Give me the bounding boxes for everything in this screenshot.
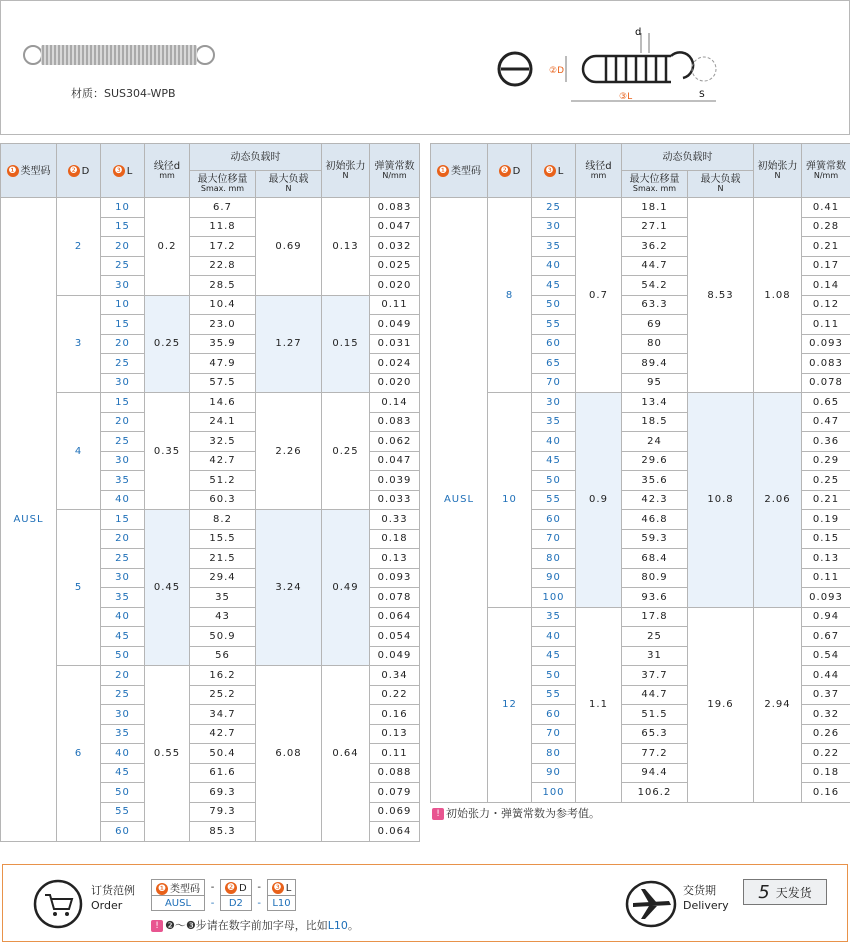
spring-const-cell: 0.16 bbox=[802, 783, 850, 803]
L-cell: 45 bbox=[532, 646, 576, 666]
max-disp-cell: 29.6 bbox=[622, 451, 688, 471]
spring-const-cell: 0.039 bbox=[370, 471, 420, 491]
order-title: 订货范例 Order bbox=[91, 884, 135, 912]
col-type-code: ❶ 类型码 bbox=[1, 144, 57, 198]
max-disp-cell: 68.4 bbox=[622, 549, 688, 569]
reference-note: ! 初始张力・弹簧常数为参考值。 bbox=[432, 805, 600, 821]
L-cell: 45 bbox=[532, 276, 576, 296]
init-tension-cell: 2.06 bbox=[754, 393, 802, 608]
max-disp-cell: 44.7 bbox=[622, 256, 688, 276]
max-disp-cell: 95 bbox=[622, 373, 688, 393]
max-disp-cell: 16.2 bbox=[190, 666, 256, 686]
col-init: 初始张力 N bbox=[754, 144, 802, 198]
spring-const-cell: 0.093 bbox=[802, 334, 850, 354]
D-cell: 4 bbox=[57, 393, 101, 510]
max-disp-cell: 47.9 bbox=[190, 354, 256, 374]
diagram-S-label: S bbox=[699, 90, 705, 100]
max-disp-cell: 54.2 bbox=[622, 276, 688, 296]
spring-const-cell: 0.12 bbox=[802, 295, 850, 315]
wire-cell: 0.7 bbox=[576, 198, 622, 393]
L-cell: 70 bbox=[532, 373, 576, 393]
max-disp-cell: 69.3 bbox=[190, 783, 256, 803]
max-disp-cell: 24.1 bbox=[190, 412, 256, 432]
L-cell: 50 bbox=[532, 295, 576, 315]
table-row bbox=[1, 666, 420, 686]
spring-const-cell: 0.11 bbox=[370, 744, 420, 764]
col-dynamic: 动态负载时 bbox=[622, 144, 754, 171]
max-disp-cell: 18.1 bbox=[622, 198, 688, 218]
max-disp-cell: 31 bbox=[622, 646, 688, 666]
L-cell: 50 bbox=[532, 471, 576, 491]
spring-const-cell: 0.37 bbox=[802, 685, 850, 705]
wire-cell: 0.45 bbox=[145, 510, 190, 666]
max-disp-cell: 61.6 bbox=[190, 763, 256, 783]
col-max-disp: 最大位移量 Smax. mm bbox=[190, 171, 256, 198]
max-disp-cell: 22.8 bbox=[190, 256, 256, 276]
L-cell: 20 bbox=[101, 237, 145, 257]
L-cell: 15 bbox=[101, 510, 145, 530]
hint-icon: ! bbox=[151, 920, 163, 932]
spring-const-cell: 0.21 bbox=[802, 237, 850, 257]
spring-const-cell: 0.093 bbox=[802, 588, 850, 608]
max-disp-cell: 11.8 bbox=[190, 217, 256, 237]
col-max-disp: 最大位移量 Smax. mm bbox=[622, 171, 688, 198]
spring-const-cell: 0.22 bbox=[370, 685, 420, 705]
spring-const-cell: 0.36 bbox=[802, 432, 850, 452]
L-cell: 45 bbox=[101, 627, 145, 647]
spring-const-cell: 0.21 bbox=[802, 490, 850, 510]
L-cell: 35 bbox=[101, 724, 145, 744]
spring-dimension-diagram bbox=[491, 23, 731, 113]
L-cell: 20 bbox=[101, 529, 145, 549]
max-disp-cell: 25 bbox=[622, 627, 688, 647]
L-cell: 40 bbox=[101, 744, 145, 764]
L-cell: 50 bbox=[101, 783, 145, 803]
spring-const-cell: 0.32 bbox=[802, 705, 850, 725]
max-disp-cell: 42.3 bbox=[622, 490, 688, 510]
spring-const-cell: 0.19 bbox=[802, 510, 850, 530]
order-example-panel bbox=[2, 864, 848, 942]
L-cell: 35 bbox=[101, 588, 145, 608]
L-cell: 55 bbox=[532, 490, 576, 510]
D-cell: 3 bbox=[57, 295, 101, 393]
max-disp-cell: 29.4 bbox=[190, 568, 256, 588]
spring-const-cell: 0.18 bbox=[370, 529, 420, 549]
spring-const-cell: 0.093 bbox=[370, 568, 420, 588]
max-disp-cell: 17.2 bbox=[190, 237, 256, 257]
L-cell: 15 bbox=[101, 393, 145, 413]
col-wire: 线径d mm bbox=[145, 144, 190, 198]
max-disp-cell: 85.3 bbox=[190, 822, 256, 842]
spring-const-cell: 0.22 bbox=[802, 744, 850, 764]
L-cell: 45 bbox=[532, 451, 576, 471]
max-disp-cell: 6.7 bbox=[190, 198, 256, 218]
max-disp-cell: 43 bbox=[190, 607, 256, 627]
D-cell: 12 bbox=[488, 607, 532, 802]
D-cell: 5 bbox=[57, 510, 101, 666]
spring-const-cell: 0.078 bbox=[370, 588, 420, 608]
max-disp-cell: 8.2 bbox=[190, 510, 256, 530]
spring-const-cell: 0.047 bbox=[370, 217, 420, 237]
spring-const-cell: 0.13 bbox=[802, 549, 850, 569]
spring-const-cell: 0.34 bbox=[370, 666, 420, 686]
spring-const-cell: 0.13 bbox=[370, 724, 420, 744]
spring-const-cell: 0.67 bbox=[802, 627, 850, 647]
order-col-type: ❶ 类型码 bbox=[152, 880, 205, 896]
L-cell: 35 bbox=[532, 412, 576, 432]
spring-const-cell: 0.020 bbox=[370, 373, 420, 393]
order-col-L: ❸ L bbox=[267, 880, 296, 896]
spec-table-right bbox=[430, 143, 850, 803]
max-disp-cell: 50.4 bbox=[190, 744, 256, 764]
init-tension-cell: 0.25 bbox=[322, 393, 370, 510]
col-wire: 线径d mm bbox=[576, 144, 622, 198]
max-disp-cell: 14.6 bbox=[190, 393, 256, 413]
L-cell: 25 bbox=[101, 256, 145, 276]
table-row bbox=[431, 607, 850, 627]
max-disp-cell: 93.6 bbox=[622, 588, 688, 608]
max-disp-cell: 63.3 bbox=[622, 295, 688, 315]
max-disp-cell: 50.9 bbox=[190, 627, 256, 647]
col-max-load: 最大负载 N bbox=[688, 171, 754, 198]
max-disp-cell: 23.0 bbox=[190, 315, 256, 335]
D-cell: 10 bbox=[488, 393, 532, 608]
spring-const-cell: 0.025 bbox=[370, 256, 420, 276]
spring-const-cell: 0.032 bbox=[370, 237, 420, 257]
L-cell: 40 bbox=[532, 627, 576, 647]
init-tension-cell: 1.08 bbox=[754, 198, 802, 393]
max-disp-cell: 25.2 bbox=[190, 685, 256, 705]
max-disp-cell: 36.2 bbox=[622, 237, 688, 257]
spring-const-cell: 0.078 bbox=[802, 373, 850, 393]
max-disp-cell: 46.8 bbox=[622, 510, 688, 530]
max-load-cell: 3.24 bbox=[256, 510, 322, 666]
max-disp-cell: 27.1 bbox=[622, 217, 688, 237]
L-cell: 100 bbox=[532, 783, 576, 803]
L-cell: 40 bbox=[101, 607, 145, 627]
spring-const-cell: 0.047 bbox=[370, 451, 420, 471]
max-disp-cell: 42.7 bbox=[190, 451, 256, 471]
max-disp-cell: 56 bbox=[190, 646, 256, 666]
max-disp-cell: 35.9 bbox=[190, 334, 256, 354]
wire-cell: 0.25 bbox=[145, 295, 190, 393]
L-cell: 25 bbox=[101, 685, 145, 705]
table-row bbox=[1, 510, 420, 530]
max-disp-cell: 51.2 bbox=[190, 471, 256, 491]
spring-const-cell: 0.13 bbox=[370, 549, 420, 569]
L-cell: 35 bbox=[532, 237, 576, 257]
type-code-cell: AUSL bbox=[431, 198, 488, 803]
L-cell: 10 bbox=[101, 198, 145, 218]
product-header bbox=[0, 0, 850, 135]
spring-const-cell: 0.25 bbox=[802, 471, 850, 491]
spring-photo bbox=[19, 37, 219, 73]
max-disp-cell: 57.5 bbox=[190, 373, 256, 393]
col-type-code: ❶ 类型码 bbox=[431, 144, 488, 198]
max-disp-cell: 32.5 bbox=[190, 432, 256, 452]
col-L: ❸ L bbox=[101, 144, 145, 198]
max-disp-cell: 24 bbox=[622, 432, 688, 452]
L-cell: 25 bbox=[101, 354, 145, 374]
L-cell: 40 bbox=[532, 432, 576, 452]
spring-const-cell: 0.18 bbox=[802, 763, 850, 783]
table-row bbox=[1, 295, 420, 315]
spring-const-cell: 0.069 bbox=[370, 802, 420, 822]
spring-const-cell: 0.54 bbox=[802, 646, 850, 666]
max-load-cell: 2.26 bbox=[256, 393, 322, 510]
spring-const-cell: 0.079 bbox=[370, 783, 420, 803]
max-disp-cell: 34.7 bbox=[190, 705, 256, 725]
order-col-D: ❷ D bbox=[221, 880, 252, 896]
spring-const-cell: 0.033 bbox=[370, 490, 420, 510]
init-tension-cell: 0.49 bbox=[322, 510, 370, 666]
init-tension-cell: 2.94 bbox=[754, 607, 802, 802]
col-spring: 弹簧常数 N/mm bbox=[802, 144, 850, 198]
max-disp-cell: 42.7 bbox=[190, 724, 256, 744]
spring-const-cell: 0.47 bbox=[802, 412, 850, 432]
spring-const-cell: 0.44 bbox=[802, 666, 850, 686]
spring-const-cell: 0.26 bbox=[802, 724, 850, 744]
L-cell: 30 bbox=[101, 276, 145, 296]
max-disp-cell: 80 bbox=[622, 334, 688, 354]
max-disp-cell: 13.4 bbox=[622, 393, 688, 413]
col-dynamic: 动态负载时 bbox=[190, 144, 322, 171]
table-row bbox=[431, 393, 850, 413]
L-cell: 55 bbox=[101, 802, 145, 822]
L-cell: 80 bbox=[532, 744, 576, 764]
spring-const-cell: 0.083 bbox=[370, 198, 420, 218]
spring-const-cell: 0.14 bbox=[370, 393, 420, 413]
max-disp-cell: 94.4 bbox=[622, 763, 688, 783]
max-disp-cell: 35.6 bbox=[622, 471, 688, 491]
max-disp-cell: 69 bbox=[622, 315, 688, 335]
L-cell: 30 bbox=[532, 217, 576, 237]
spring-const-cell: 0.064 bbox=[370, 822, 420, 842]
max-disp-cell: 28.5 bbox=[190, 276, 256, 296]
L-cell: 40 bbox=[101, 490, 145, 510]
L-cell: 25 bbox=[101, 432, 145, 452]
col-D: ❷ D bbox=[57, 144, 101, 198]
L-cell: 15 bbox=[101, 315, 145, 335]
L-cell: 25 bbox=[101, 549, 145, 569]
L-cell: 90 bbox=[532, 568, 576, 588]
L-cell: 25 bbox=[532, 198, 576, 218]
diagram-L-label: ③L bbox=[619, 92, 633, 102]
L-cell: 55 bbox=[532, 685, 576, 705]
L-cell: 50 bbox=[532, 666, 576, 686]
col-spring: 弹簧常数 N/mm bbox=[370, 144, 420, 198]
L-cell: 60 bbox=[532, 510, 576, 530]
col-D: ❷ D bbox=[488, 144, 532, 198]
max-load-cell: 8.53 bbox=[688, 198, 754, 393]
max-disp-cell: 80.9 bbox=[622, 568, 688, 588]
diagram-d-label: d bbox=[635, 27, 642, 38]
init-tension-cell: 0.15 bbox=[322, 295, 370, 393]
spring-const-cell: 0.65 bbox=[802, 393, 850, 413]
spring-const-cell: 0.054 bbox=[370, 627, 420, 647]
max-disp-cell: 21.5 bbox=[190, 549, 256, 569]
spring-const-cell: 0.16 bbox=[370, 705, 420, 725]
spring-const-cell: 0.28 bbox=[802, 217, 850, 237]
spring-const-cell: 0.049 bbox=[370, 646, 420, 666]
max-disp-cell: 17.8 bbox=[622, 607, 688, 627]
col-L: ❸ L bbox=[532, 144, 576, 198]
cart-icon bbox=[33, 879, 83, 929]
max-disp-cell: 35 bbox=[190, 588, 256, 608]
order-example-table: ❶ 类型码 - ❷ D - ❸ L AUSL - D2 - L10 bbox=[151, 879, 296, 911]
spring-const-cell: 0.11 bbox=[802, 315, 850, 335]
max-disp-cell: 79.3 bbox=[190, 802, 256, 822]
max-disp-cell: 59.3 bbox=[622, 529, 688, 549]
wire-cell: 0.35 bbox=[145, 393, 190, 510]
L-cell: 20 bbox=[101, 412, 145, 432]
spring-const-cell: 0.049 bbox=[370, 315, 420, 335]
L-cell: 20 bbox=[101, 666, 145, 686]
wire-cell: 0.55 bbox=[145, 666, 190, 842]
L-cell: 80 bbox=[532, 549, 576, 569]
spring-const-cell: 0.15 bbox=[802, 529, 850, 549]
wire-cell: 1.1 bbox=[576, 607, 622, 802]
max-disp-cell: 77.2 bbox=[622, 744, 688, 764]
L-cell: 70 bbox=[532, 529, 576, 549]
table-row bbox=[1, 393, 420, 413]
spring-const-cell: 0.088 bbox=[370, 763, 420, 783]
spring-const-cell: 0.083 bbox=[802, 354, 850, 374]
col-max-load: 最大负载 N bbox=[256, 171, 322, 198]
L-cell: 20 bbox=[101, 334, 145, 354]
order-value-type: AUSL bbox=[152, 896, 205, 911]
L-cell: 30 bbox=[532, 393, 576, 413]
material-label: 材质：SUS304-WPB bbox=[71, 87, 176, 100]
L-cell: 35 bbox=[532, 607, 576, 627]
L-cell: 40 bbox=[532, 256, 576, 276]
wire-cell: 0.2 bbox=[145, 198, 190, 296]
spring-const-cell: 0.062 bbox=[370, 432, 420, 452]
spring-const-cell: 0.94 bbox=[802, 607, 850, 627]
spring-const-cell: 0.41 bbox=[802, 198, 850, 218]
spring-const-cell: 0.031 bbox=[370, 334, 420, 354]
spec-table-left-body bbox=[1, 198, 420, 842]
D-cell: 2 bbox=[57, 198, 101, 296]
L-cell: 90 bbox=[532, 763, 576, 783]
L-cell: 10 bbox=[101, 295, 145, 315]
max-disp-cell: 65.3 bbox=[622, 724, 688, 744]
spring-const-cell: 0.020 bbox=[370, 276, 420, 296]
spring-const-cell: 0.33 bbox=[370, 510, 420, 530]
max-disp-cell: 15.5 bbox=[190, 529, 256, 549]
L-cell: 60 bbox=[532, 705, 576, 725]
spec-table-left bbox=[0, 143, 420, 842]
max-disp-cell: 10.4 bbox=[190, 295, 256, 315]
order-value-L: L10 bbox=[267, 896, 296, 911]
note-icon: ! bbox=[432, 808, 444, 820]
spring-const-cell: 0.29 bbox=[802, 451, 850, 471]
spring-const-cell: 0.17 bbox=[802, 256, 850, 276]
type-code-cell: AUSL bbox=[1, 198, 57, 842]
init-tension-cell: 0.13 bbox=[322, 198, 370, 296]
max-load-cell: 1.27 bbox=[256, 295, 322, 393]
max-load-cell: 6.08 bbox=[256, 666, 322, 842]
L-cell: 30 bbox=[101, 705, 145, 725]
spec-table-right-body bbox=[431, 198, 850, 803]
spring-const-cell: 0.14 bbox=[802, 276, 850, 296]
L-cell: 60 bbox=[101, 822, 145, 842]
L-cell: 35 bbox=[101, 471, 145, 491]
spring-const-cell: 0.11 bbox=[802, 568, 850, 588]
D-cell: 6 bbox=[57, 666, 101, 842]
max-disp-cell: 51.5 bbox=[622, 705, 688, 725]
L-cell: 30 bbox=[101, 451, 145, 471]
L-cell: 30 bbox=[101, 568, 145, 588]
max-load-cell: 10.8 bbox=[688, 393, 754, 608]
order-value-D: D2 bbox=[221, 896, 252, 911]
spring-const-cell: 0.11 bbox=[370, 295, 420, 315]
delivery-days-badge: 5 天发货 bbox=[743, 879, 827, 905]
diagram-D-label: ②D bbox=[549, 66, 564, 76]
init-tension-cell: 0.64 bbox=[322, 666, 370, 842]
max-disp-cell: 37.7 bbox=[622, 666, 688, 686]
table-row bbox=[431, 198, 850, 218]
max-disp-cell: 89.4 bbox=[622, 354, 688, 374]
L-cell: 45 bbox=[101, 763, 145, 783]
L-cell: 60 bbox=[532, 334, 576, 354]
table-row bbox=[1, 198, 420, 218]
spring-const-cell: 0.024 bbox=[370, 354, 420, 374]
order-hint: ! ❷～❸步请在数字前加字母，比如L10。 bbox=[151, 917, 359, 933]
L-cell: 70 bbox=[532, 724, 576, 744]
spring-const-cell: 0.083 bbox=[370, 412, 420, 432]
max-load-cell: 19.6 bbox=[688, 607, 754, 802]
col-init: 初始张力 N bbox=[322, 144, 370, 198]
L-cell: 55 bbox=[532, 315, 576, 335]
delivery-title: 交货期 Delivery bbox=[683, 884, 729, 912]
L-cell: 65 bbox=[532, 354, 576, 374]
wire-cell: 0.9 bbox=[576, 393, 622, 608]
max-disp-cell: 106.2 bbox=[622, 783, 688, 803]
L-cell: 50 bbox=[101, 646, 145, 666]
airplane-icon bbox=[625, 879, 677, 929]
spring-const-cell: 0.064 bbox=[370, 607, 420, 627]
max-disp-cell: 18.5 bbox=[622, 412, 688, 432]
max-disp-cell: 44.7 bbox=[622, 685, 688, 705]
max-load-cell: 0.69 bbox=[256, 198, 322, 296]
L-cell: 15 bbox=[101, 217, 145, 237]
L-cell: 30 bbox=[101, 373, 145, 393]
max-disp-cell: 60.3 bbox=[190, 490, 256, 510]
L-cell: 100 bbox=[532, 588, 576, 608]
D-cell: 8 bbox=[488, 198, 532, 393]
